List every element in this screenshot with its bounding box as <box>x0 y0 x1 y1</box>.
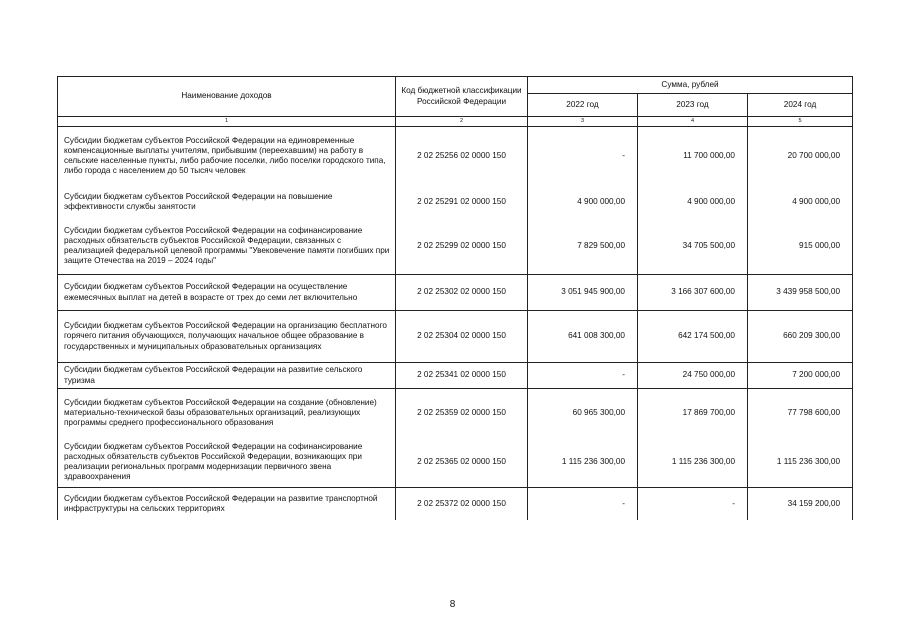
row-name: Субсидии бюджетам субъектов Российской Федерации на осуществление ежемесячных выплат на детей в возрасте от трех до семи лет включительно <box>58 275 396 311</box>
row-name: Субсидии бюджетам субъектов Российской Федерации на единовременные компенсационные выплаты учителям, прибывшим (переехавшим) на работу в сельские населенные пункты, либо рабочие поселки, либо поселки городского типа, либо города с населением до 50 тысяч человек <box>58 127 396 186</box>
row-code: 2 02 25365 02 0000 150 <box>396 438 528 488</box>
row-code: 2 02 25372 02 0000 150 <box>396 488 528 520</box>
row-value-2024: 7 200 000,00 <box>748 363 853 389</box>
table-row <box>58 311 853 363</box>
row-value-2023: 4 900 000,00 <box>638 186 748 219</box>
table-row <box>58 275 853 311</box>
header-year-2024: 2024 год <box>748 94 853 117</box>
table-row <box>58 363 853 389</box>
row-value-2023: 642 174 500,00 <box>638 311 748 363</box>
header-year-2023: 2023 год <box>638 94 748 117</box>
row-value-2022: 7 829 500,00 <box>528 219 638 275</box>
row-value-2024: 77 798 600,00 <box>748 389 853 438</box>
page-number: 8 <box>449 599 456 610</box>
table-row <box>58 186 853 219</box>
row-code: 2 02 25291 02 0000 150 <box>396 186 528 219</box>
row-name: Субсидии бюджетам субъектов Российской Федерации на повышение эффективности службы занятости <box>58 186 396 219</box>
header-colnum-3: 3 <box>528 117 638 127</box>
row-value-2023: 17 869 700,00 <box>638 389 748 438</box>
row-value-2022: 1 115 236 300,00 <box>528 438 638 488</box>
row-code: 2 02 25304 02 0000 150 <box>396 311 528 363</box>
row-name: Субсидии бюджетам субъектов Российской Федерации на развитие сельского туризма <box>58 363 396 389</box>
row-value-2022: - <box>528 127 638 186</box>
row-name: Субсидии бюджетам субъектов Российской Федерации на софинансирование расходных обязательств субъектов Российской Федерации, возникающих при реализации региональных программ модернизации первичного звена здравоохранения <box>58 438 396 488</box>
revenue-table <box>57 76 853 520</box>
header-colnum-4: 4 <box>638 117 748 127</box>
row-value-2022: 3 051 945 900,00 <box>528 275 638 311</box>
row-value-2024: 1 115 236 300,00 <box>748 438 853 488</box>
table-row <box>58 219 853 275</box>
row-code: 2 02 25359 02 0000 150 <box>396 389 528 438</box>
row-value-2023: 11 700 000,00 <box>638 127 748 186</box>
row-value-2023: 24 750 000,00 <box>638 363 748 389</box>
row-value-2022: 641 008 300,00 <box>528 311 638 363</box>
row-code: 2 02 25299 02 0000 150 <box>396 219 528 275</box>
row-value-2022: 4 900 000,00 <box>528 186 638 219</box>
row-value-2024: 660 209 300,00 <box>748 311 853 363</box>
row-value-2022: - <box>528 363 638 389</box>
table-row <box>58 389 853 438</box>
row-code: 2 02 25341 02 0000 150 <box>396 363 528 389</box>
row-value-2024: 915 000,00 <box>748 219 853 275</box>
row-code: 2 02 25302 02 0000 150 <box>396 275 528 311</box>
header-name: Наименование доходов <box>58 77 396 117</box>
header-year-2022: 2022 год <box>528 94 638 117</box>
row-value-2022: - <box>528 488 638 520</box>
header-sum: Сумма, рублей <box>528 77 853 94</box>
table-row <box>58 488 853 520</box>
row-value-2024: 4 900 000,00 <box>748 186 853 219</box>
row-value-2023: 1 115 236 300,00 <box>638 438 748 488</box>
row-name: Субсидии бюджетам субъектов Российской Федерации на софинансирование расходных обязательств субъектов Российской Федерации, связанных с реализацией федеральной целевой программы "Увековечение памяти погибших при защите Отечества на 2019 – 2024 годы" <box>58 219 396 275</box>
row-name: Субсидии бюджетам субъектов Российской Федерации на развитие транспортной инфраструктуры на сельских территориях <box>58 488 396 520</box>
row-name: Субсидии бюджетам субъектов Российской Федерации на создание (обновление) материально-технической базы образовательных организаций, реализующих программы среднего профессионального образования <box>58 389 396 438</box>
header-colnum-2: 2 <box>396 117 528 127</box>
row-value-2023: - <box>638 488 748 520</box>
row-code: 2 02 25256 02 0000 150 <box>396 127 528 186</box>
header-code: Код бюджетной классификации Российской Федерации <box>396 77 528 117</box>
row-value-2024: 34 159 200,00 <box>748 488 853 520</box>
table-row <box>58 438 853 488</box>
table-row <box>58 127 853 186</box>
header-colnum-5: 5 <box>748 117 853 127</box>
row-name: Субсидии бюджетам субъектов Российской Федерации на организацию бесплатного горячего питания обучающихся, получающих начальное общее образование в государственных и муниципальных образовательных организациях <box>58 311 396 363</box>
row-value-2024: 20 700 000,00 <box>748 127 853 186</box>
row-value-2023: 3 166 307 600,00 <box>638 275 748 311</box>
header-colnum-1: 1 <box>58 117 396 127</box>
row-value-2022: 60 965 300,00 <box>528 389 638 438</box>
row-value-2023: 34 705 500,00 <box>638 219 748 275</box>
row-value-2024: 3 439 958 500,00 <box>748 275 853 311</box>
